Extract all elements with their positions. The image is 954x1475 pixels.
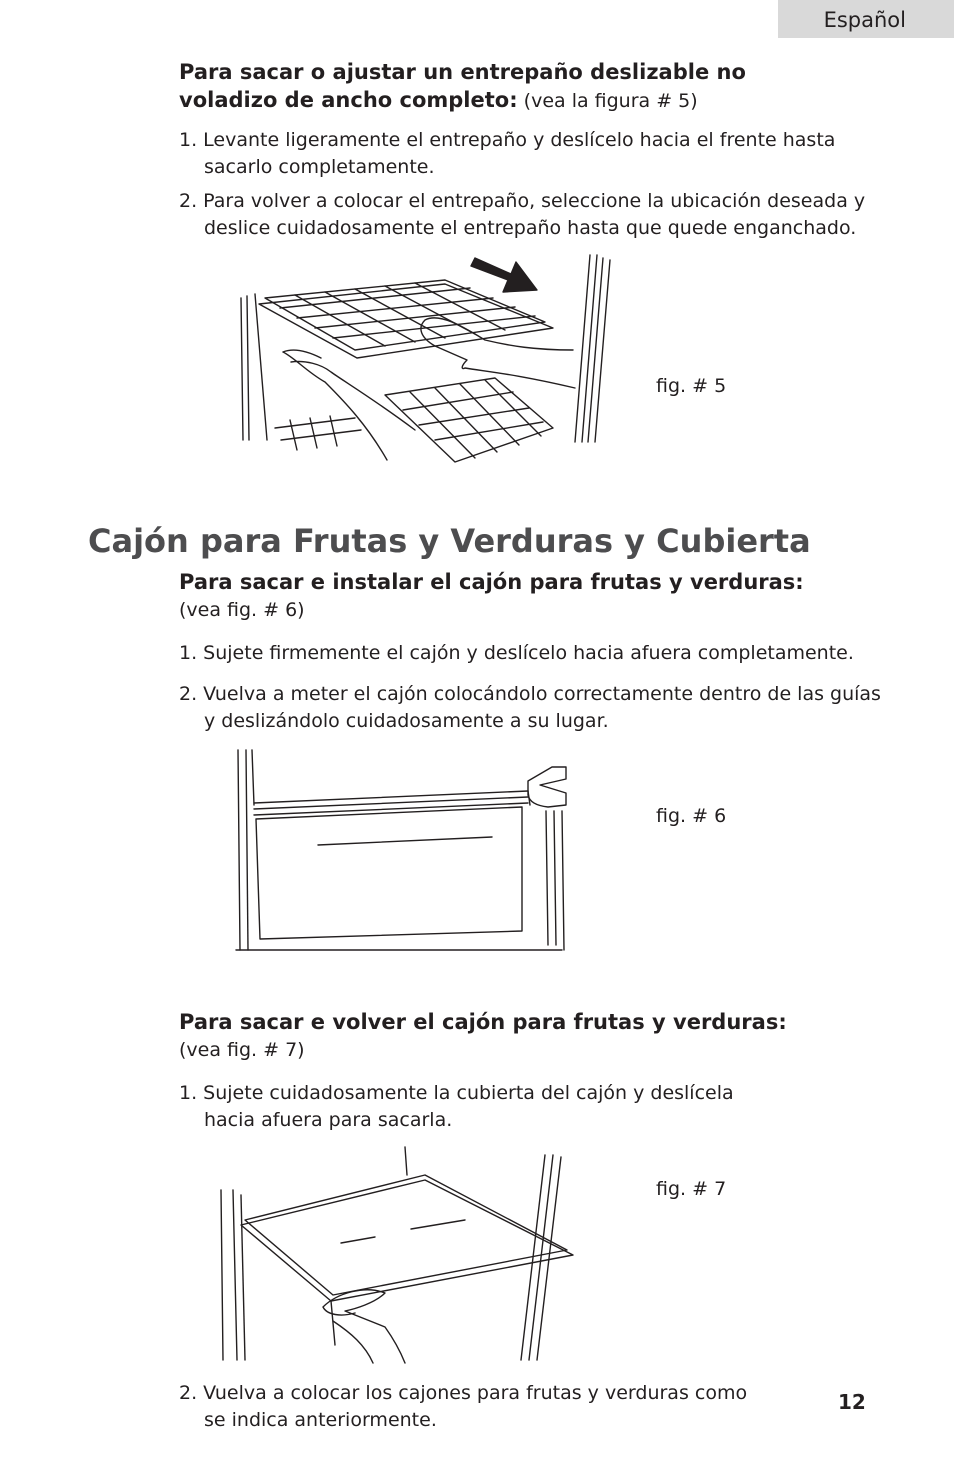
crisper-drawer-illustration <box>230 745 570 955</box>
page-number: 12 <box>838 1390 866 1414</box>
crisper-install-step-1: 1. Sujete firmemente el cajón y deslícelo hacia afuera completamente. <box>179 642 854 664</box>
crisper-cover-illustration <box>215 1145 575 1365</box>
figure-6-label: fig. # 6 <box>656 805 727 827</box>
crisper-install-heading <box>179 568 879 624</box>
crisper-install-step-2: 2. Vuelva a meter el cajón colocándolo correctamente dentro de las guías y deslizándolo cuidadosamente a su lugar. <box>179 683 881 732</box>
crisper-cover-heading <box>179 1008 879 1064</box>
shelf-removal-step-1: 1. Levante ligeramente el entrepaño y deslícelo hacia el frente hasta sacarlo completamente. <box>179 129 836 178</box>
language-tab: Español <box>778 0 954 38</box>
crisper-cover-heading-bold: Para sacar e volver el cajón para frutas y verduras: <box>179 1010 787 1034</box>
figure-5-label: fig. # 5 <box>656 375 727 397</box>
shelf-illustration <box>235 250 620 465</box>
shelf-removal-heading-bold: Para sacar o ajustar un entrepaño deslizable no voladizo de ancho completo: <box>179 60 746 112</box>
crisper-cover-step-2: 2. Vuelva a colocar los cajones para frutas y verduras como se indica anteriormente. <box>179 1382 748 1431</box>
shelf-removal-heading <box>179 58 829 115</box>
crisper-install-heading-bold: Para sacar e instalar el cajón para frutas y verduras: <box>179 570 804 594</box>
shelf-removal-figure-reference: (vea la figura # 5) <box>517 90 698 112</box>
figure-7-label: fig. # 7 <box>656 1178 727 1200</box>
shelf-removal-step-2: 2. Para volver a colocar el entrepaño, seleccione la ubicación deseada y deslice cuidadosamente el entrepaño hasta que quede enganchado. <box>179 190 866 239</box>
section-title: Cajón para Frutas y Verduras y Cubierta <box>88 522 811 560</box>
crisper-cover-figure-reference: (vea fig. # 7) <box>179 1039 305 1061</box>
crisper-cover-step-1: 1. Sujete cuidadosamente la cubierta del cajón y deslícela hacia afuera para sacarla. <box>179 1082 734 1131</box>
crisper-install-figure-reference: (vea fig. # 6) <box>179 599 305 621</box>
